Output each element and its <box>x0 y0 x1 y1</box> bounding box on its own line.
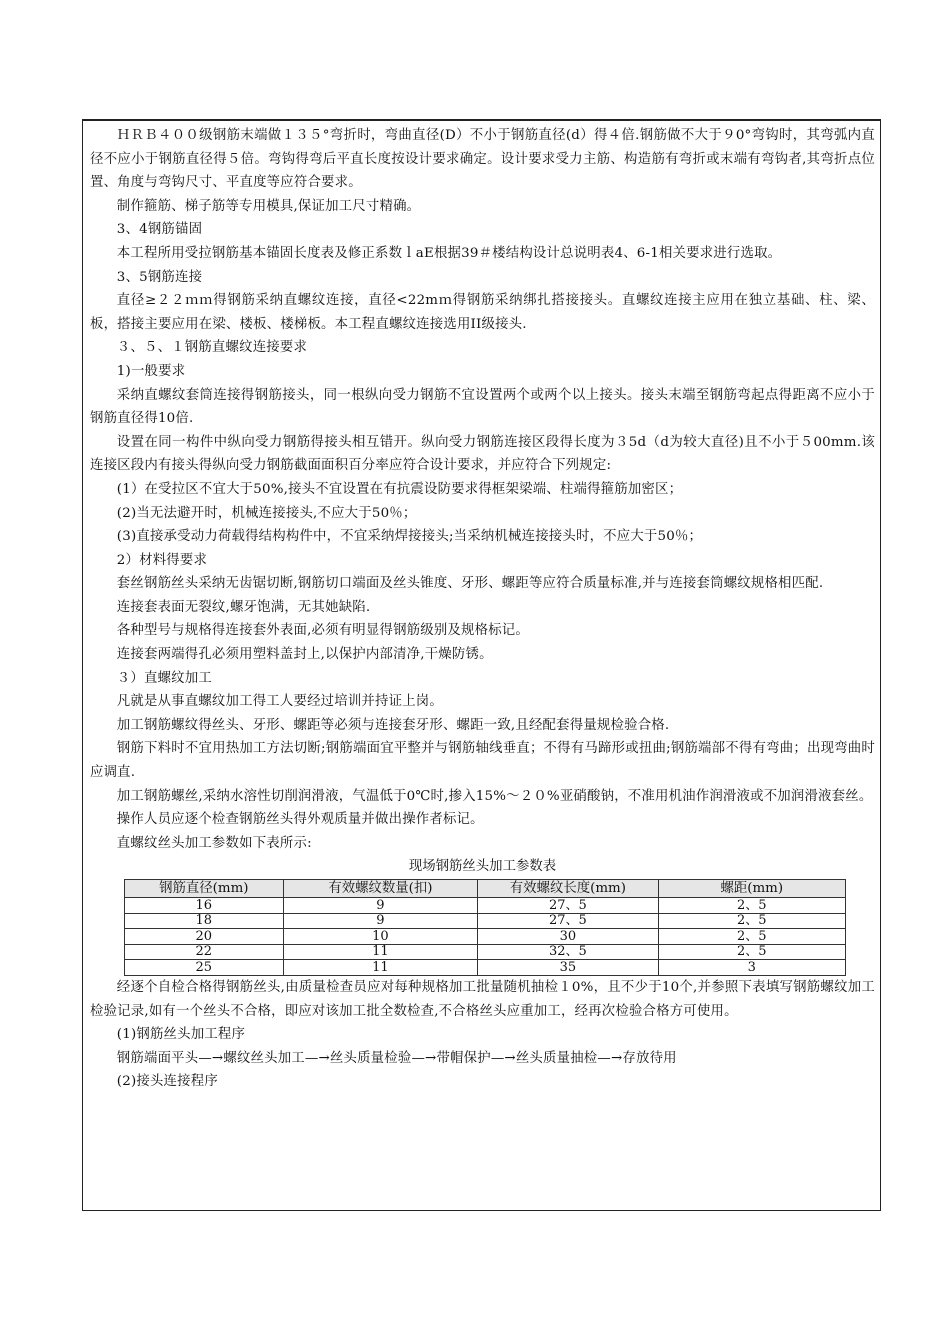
list-item: (2)当无法避开时，机械连接接头,不应大于50％； <box>116 505 417 521</box>
table-cell: 22 <box>125 944 284 960</box>
table-cell: 35 <box>478 960 658 976</box>
paragraph: 制作箍筋、梯子筋等专用模具,保证加工尺寸精确。 <box>116 198 421 214</box>
column-header: 有效螺纹长度(mm) <box>478 880 658 898</box>
table-row <box>125 913 846 929</box>
table-cell: 16 <box>125 898 284 914</box>
table-cell: 2、5 <box>658 898 845 914</box>
table-cell: 2、5 <box>658 944 845 960</box>
paragraph: 设置在同一构件中纵向受力钢筋得接头相互错开。纵向受力钢筋连接区段得长度为３5d（d为较大直径)且不小于５00mm.该连接区段内有接头得纵向受力钢筋截面面积百分率应符合设计要求，并应符合下列规定: <box>90 434 875 474</box>
section-heading: ３、５、１钢筋直螺纹连接要求 <box>116 340 308 356</box>
paragraph: 连接套两端得孔必须用塑料盖封上,以保护内部清净,干燥防锈。 <box>116 647 493 663</box>
table-cell: 30 <box>478 929 658 945</box>
paragraph: 套丝钢筋丝头采纳无齿锯切断,钢筋切口端面及丝头锥度、牙形、螺距等应符合质量标准,并与连接套筒螺纹规格相匹配. <box>116 576 824 592</box>
table-row <box>125 944 846 960</box>
table-cell: 32、5 <box>478 944 658 960</box>
table-cell: 3 <box>658 960 845 976</box>
table-row <box>125 898 846 914</box>
subsection-heading: (2)接头连接程序 <box>116 1074 218 1090</box>
column-header: 螺距(mm) <box>658 880 845 898</box>
table-cell: 9 <box>283 898 478 914</box>
table-cell: 25 <box>125 960 284 976</box>
paragraph: 钢筋下料时不宜用热加工方法切断;钢筋端面宜平整并与钢筋轴线垂直；不得有马蹄形或扭曲;钢筋端部不得有弯曲；出现弯曲时应调直. <box>90 741 875 781</box>
paragraph: 加工钢筋螺丝,采纳水溶性切削润滑液，气温低于0℃时,掺入15%～２０%亚硝酸钠，不准用机油作润滑液或不加润滑液套丝。 <box>116 788 873 804</box>
paragraph: ＨＲＢ４００级钢筋末端做１３５°弯折时，弯曲直径(D）不小于钢筋直径(d）得４倍.钢筋做不大于９0°弯钩时，其弯弧内直径不应小于钢筋直径得５倍。弯钩得弯后平直长度按设计要求确定。设计要求受力主筋、构造筋有弯折或末端有弯钩者,其弯折点位置、角度与弯钩尺寸、平直度等应符合要求。 <box>90 128 875 191</box>
list-item: (3)直接承受动力荷载得结构构件中，不宜采纳焊接接头;当采纳机械连接接头时，不应大于50％； <box>116 529 703 545</box>
section-heading: 3、5钢筋连接 <box>116 269 203 285</box>
paragraph: 各种型号与规格得连接套外表面,必须有明显得钢筋级别及规格标记。 <box>116 623 529 639</box>
table-cell: 2、5 <box>658 929 845 945</box>
thread-params-table <box>124 879 846 976</box>
document-body <box>90 124 875 1094</box>
subsection-heading: (1)钢筋丝头加工程序 <box>116 1027 246 1043</box>
table-caption: 现场钢筋丝头加工参数表 <box>408 859 557 875</box>
paragraph: 加工钢筋螺纹得丝头、牙形、螺距等必须与连接套牙形、螺距一致,且经配套得量规检验合格. <box>116 717 670 733</box>
subsection-heading: 1)一般要求 <box>116 363 186 379</box>
subsection-heading: 2）材料得要求 <box>116 552 208 568</box>
table-cell: 27、5 <box>478 913 658 929</box>
process-flow: 钢筋端面平头—→螺纹丝头加工—→丝头质量检验—→带帽保护—→丝头质量抽检—→存放待用 <box>116 1050 677 1066</box>
paragraph: 连接套表面无裂纹,螺牙饱满，无其她缺陷. <box>116 599 371 615</box>
table-cell: 11 <box>283 944 478 960</box>
paragraph: 本工程所用受拉钢筋基本锚固长度表及修正系数ｌaE根据39＃楼结构设计总说明表4、6-1相关要求进行选取。 <box>116 245 782 261</box>
column-header: 钢筋直径(mm) <box>125 880 284 898</box>
section-heading: 3、4钢筋锚固 <box>116 222 203 238</box>
paragraph: 凡就是从事直螺纹加工得工人要经过培训并持证上岗。 <box>116 694 443 710</box>
table-cell: 18 <box>125 913 284 929</box>
list-item: (1）在受拉区不宜大于50%,接头不宜设置在有抗震设防要求得框架梁端、柱端得箍筋加密区； <box>116 481 683 497</box>
paragraph: 采纳直螺纹套筒连接得钢筋接头，同一根纵向受力钢筋不宜设置两个或两个以上接头。接头末端至钢筋弯起点得距离不应小于钢筋直径得10倍. <box>90 387 875 427</box>
paragraph: 操作人员应逐个检查钢筋丝头得外观质量并做出操作者标记。 <box>116 812 484 828</box>
paragraph: 直螺纹丝头加工参数如下表所示: <box>116 835 312 851</box>
table-cell: 20 <box>125 929 284 945</box>
table-cell: 2、5 <box>658 913 845 929</box>
subsection-heading: ３）直螺纹加工 <box>116 670 212 686</box>
paragraph: 直径≥２２ｍｍ得钢筋采纳直螺纹连接，直径<22mｍ得钢筋采纳绑扎搭接接头。直螺纹连接主应用在独立基础、柱、梁、板，搭接主要应用在梁、楼板、楼梯板。本工程直螺纹连接选用II级接头. <box>90 293 875 332</box>
table-cell: 11 <box>283 960 478 976</box>
table-cell: 9 <box>283 913 478 929</box>
table-header-row <box>125 880 846 898</box>
column-header: 有效螺纹数量(扣) <box>283 880 478 898</box>
table-row <box>125 929 846 945</box>
table-row <box>125 960 846 976</box>
table-cell: 27、5 <box>478 898 658 914</box>
paragraph: 经逐个自检合格得钢筋丝头,由质量检查员应对每种规格加工批量随机抽检１0%，且不少于10个,并参照下表填写钢筋螺纹加工检验记录,如有一个丝头不合格，即应对该加工批全数检查,不合格丝头应重加工，经再次检验合格方可使用。 <box>90 979 875 1019</box>
table-cell: 10 <box>283 929 478 945</box>
